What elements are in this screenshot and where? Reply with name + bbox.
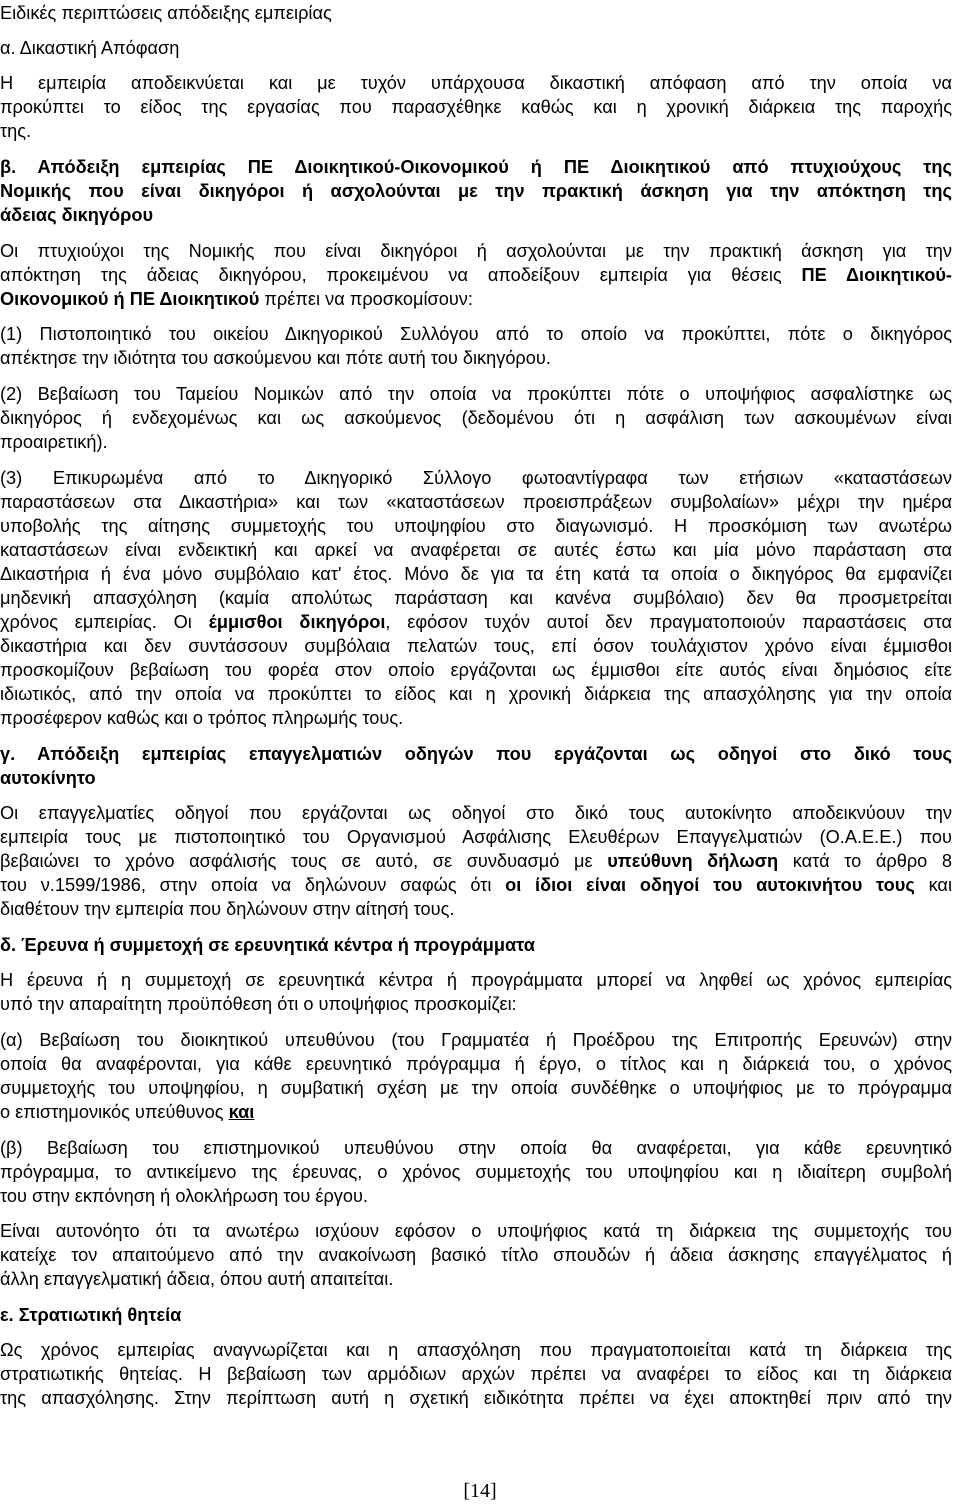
closing-d-line: Είναι αυτονόητο ότι τα ανωτέρω ισχύουν εφόσον ο υποψήφιος κατά τη διάρκεια της συμμετοχής του bbox=[0, 1221, 952, 1241]
item-2-line: δικηγόρος ή ενδεχομένως και ως ασκούμενος (δεδομένου ότι η ασφάλιση των ασκουμένων είναι bbox=[0, 408, 952, 428]
paragraph-b-intro-line: απόκτηση της άδειας δικηγόρου, προκειμένου να αποδείξουν εμπειρία για θέσεις ΠΕ Διοικητικού- bbox=[0, 265, 952, 285]
paragraph-a-line: Η εμπειρία αποδεικνύεται και με τυχόν υπάρχουσα δικαστική απόφαση από την οποία να bbox=[0, 73, 952, 93]
paragraph-c-line: βεβαιώνει το χρόνο ασφάλισής τους σε αυτό, σε συνδυασμό με υπεύθυνη δήλωση κατά το άρθρο 8 bbox=[0, 851, 953, 871]
item-alpha-line: συμμετοχής του υποψηφίου, η συμβατική σχέση με την οποία συνδέθηκε ο υποψήφιος με το πρόγραμμα bbox=[0, 1078, 952, 1098]
item-2-line: (2) Βεβαίωση του Ταμείου Νομικών από την οποία να προκύπτει πότε ο υποψήφιος ασφαλίστηκε ως bbox=[0, 384, 952, 404]
heading-c-line: αυτοκίνητο bbox=[0, 768, 96, 788]
paragraph-e-line: Ως χρόνος εμπειρίας αναγνωρίζεται και η απασχόληση που πραγματοποιείται κατά τη διάρκεια της bbox=[0, 1340, 952, 1360]
paragraph-b-intro-line: Οικονομικού ή ΠΕ Διοικητικού πρέπει να προσκομίσουν: bbox=[0, 289, 473, 309]
item-alpha-line: (α) Βεβαίωση του διοικητικού υπευθύνου (του Γραμματέα ή Προέδρου της Επιτροπής Ερευνών) στην bbox=[0, 1030, 952, 1050]
item-3-line: παραστάσεων στα Δικαστήρια» και των «καταστάσεων προεισπράξεων συμβολαίων» μέχρι την ημέρα bbox=[0, 492, 952, 512]
paragraph-c-line: του ν.1599/1986, στην οποία να δηλώνουν σαφώς ότι οι ίδιοι είναι οδηγοί του αυτοκινήτου τους και bbox=[0, 875, 952, 895]
section-title: Ειδικές περιπτώσεις απόδειξης εμπειρίας bbox=[0, 3, 332, 23]
page-number: [14] bbox=[463, 1480, 497, 1502]
item-3-line: μηδενική απασχόληση (καμία απολύτως παράσταση και κανένα συμβόλαιο) δεν θα προσμετρείται bbox=[0, 588, 952, 608]
heading-b-line: β. Απόδειξη εμπειρίας ΠΕ Διοικητικού-Οικονομικού ή ΠΕ Διοικητικού από πτυχιούχους της bbox=[0, 157, 952, 177]
heading-b-line: Νομικής που είναι δικηγόροι ή ασχολούνται με την πρακτική άσκηση για την απόκτηση της bbox=[0, 181, 952, 201]
item-3-line: ιδιωτικός, από την οποία να προκύπτει το είδος και η χρονική διάρκεια της απασχόλησης για την οποία bbox=[0, 684, 952, 704]
item-3-line: Δικαστήρια ή ένα μόνο συμβόλαιο κατ' έτος. Μόνο δε για τα έτη κατά τα οποία ο δικηγόρος θα εμφανίζει bbox=[0, 564, 952, 584]
item-3-line: υποβολής της αίτησης συμμετοχής του υποψηφίου στο διαγωνισμό. Η προσκόμιση των ανωτέρω bbox=[0, 516, 952, 536]
heading-e: ε. Στρατιωτική θητεία bbox=[0, 1305, 182, 1325]
item-3-line: προσέφερον καθώς και ο τρόπος πληρωμής τους. bbox=[0, 708, 404, 728]
item-3-line: προσκομίζουν βεβαίωση του φορέα στον οποίο εργάζονται ως έμμισθοι είτε αυτός είναι δημόσιος είτε bbox=[0, 660, 952, 680]
item-alpha-line: ο επιστημονικός υπεύθυνος και bbox=[0, 1102, 255, 1122]
item-1-line: απέκτησε την ιδιότητα του ασκούμενου και πότε αυτή του δικηγόρου. bbox=[0, 348, 551, 368]
paragraph-b-intro-line: Οι πτυχιούχοι της Νομικής που είναι δικηγόροι ή ασχολούνται με την πρακτική άσκηση για την bbox=[0, 241, 952, 261]
heading-b-line: άδειας δικηγόρου bbox=[0, 205, 154, 225]
item-1-line: (1) Πιστοποιητικό του οικείου Δικηγορικού Συλλόγου από το οποίο να προκύπτει, πότε ο δικηγόρος bbox=[0, 324, 952, 344]
heading-a: α. Δικαστική Απόφαση bbox=[0, 38, 180, 58]
item-3-line: χρόνος εμπειρίας. Οι έμμισθοι δικηγόροι, εφόσον τυχόν αυτοί δεν πραγματοποιούν παραστάσεις στα bbox=[0, 612, 952, 632]
paragraph-a-line: προκύπτει το είδος της εργασίας που παρασχέθηκε καθώς και η χρονική διάρκεια της παροχής bbox=[0, 97, 952, 117]
paragraph-e-line: της απασχόλησης. Στην περίπτωση αυτή η σχετική ειδικότητα πρέπει να έχει αποκτηθεί πριν από την bbox=[0, 1388, 952, 1408]
paragraph-e-line: στρατιωτικής θητείας. Η βεβαίωση των αρμόδιων αρχών πρέπει να αναφέρει το είδος και τη διάρκεια bbox=[0, 1364, 952, 1384]
paragraph-d-line: υπό την απαραίτητη προϋπόθεση ότι ο υποψήφιος προσκομίζει: bbox=[0, 994, 517, 1014]
paragraph-d-line: Η έρευνα ή η συμμετοχή σε ερευνητικά κέντρα ή προγράμματα μπορεί να ληφθεί ως χρόνος εμπειρίας bbox=[0, 970, 952, 990]
item-beta-line: του στην εκπόνηση ή ολοκλήρωση του έργου. bbox=[0, 1186, 368, 1206]
closing-d-line: άλλη επαγγελματική άδεια, όπου αυτή απαιτείται. bbox=[0, 1269, 394, 1289]
item-3-line: δικαστήρια και δεν συντάσσουν συμβόλαια πελατών τους, επί όσον τουλάχιστον χρόνο είναι έμμισθοι bbox=[0, 636, 952, 656]
item-beta-line: (β) Βεβαίωση του επιστημονικού υπευθύνου στην οποία θα αναφέρεται, για κάθε ερευνητικό bbox=[0, 1138, 952, 1158]
item-3-line: (3) Επικυρωμένα από το Δικηγορικό Σύλλογο φωτοαντίγραφα των ετήσιων «καταστάσεων bbox=[0, 468, 952, 488]
item-2-line: προαιρετική). bbox=[0, 432, 108, 452]
item-beta-line: πρόγραμμα, το αντικείμενο της έρευνας, ο χρόνος συμμετοχής του υποψηφίου και η ιδιαίτερη συμβολή bbox=[0, 1162, 952, 1182]
closing-d-line: κατείχε τον απαιτούμενο από την ανακοίνωση βασικό τίτλο σπουδών ή άδεια άσκησης επαγγέλματος ή bbox=[0, 1245, 952, 1265]
heading-d: δ. Έρευνα ή συμμετοχή σε ερευνητικά κέντρα ή προγράμματα bbox=[0, 935, 535, 955]
heading-c-line: γ. Απόδειξη εμπειρίας επαγγελματιών οδηγών που εργάζονται ως οδηγοί στο δικό τους bbox=[0, 744, 952, 764]
paragraph-c-line: διαθέτουν την εμπειρία που δηλώνουν στην αίτησή τους. bbox=[0, 899, 455, 919]
paragraph-c-line: εμπειρία τους με πιστοποιητικό του Οργανισμού Ασφάλισης Ελευθέρων Επαγγελματιών (Ο.Α.Ε.Ε.) που bbox=[0, 827, 952, 847]
paragraph-c-line: Οι επαγγελματίες οδηγοί που εργάζονται ως οδηγοί στο δικό τους αυτοκίνητο αποδεικνύουν την bbox=[0, 803, 952, 823]
item-3-line: καταστάσεων είναι ενδεικτική και αρκεί να αναφέρεται σε αυτές έστω και μία μόνο παράσταση στα bbox=[0, 540, 952, 560]
item-alpha-line: οποία θα αναφέρονται, για κάθε ερευνητικό πρόγραμμα ή έργο, ο τίτλος και η διάρκειά του, ο χρόνος bbox=[0, 1054, 952, 1074]
paragraph-a-line: της. bbox=[0, 121, 32, 141]
